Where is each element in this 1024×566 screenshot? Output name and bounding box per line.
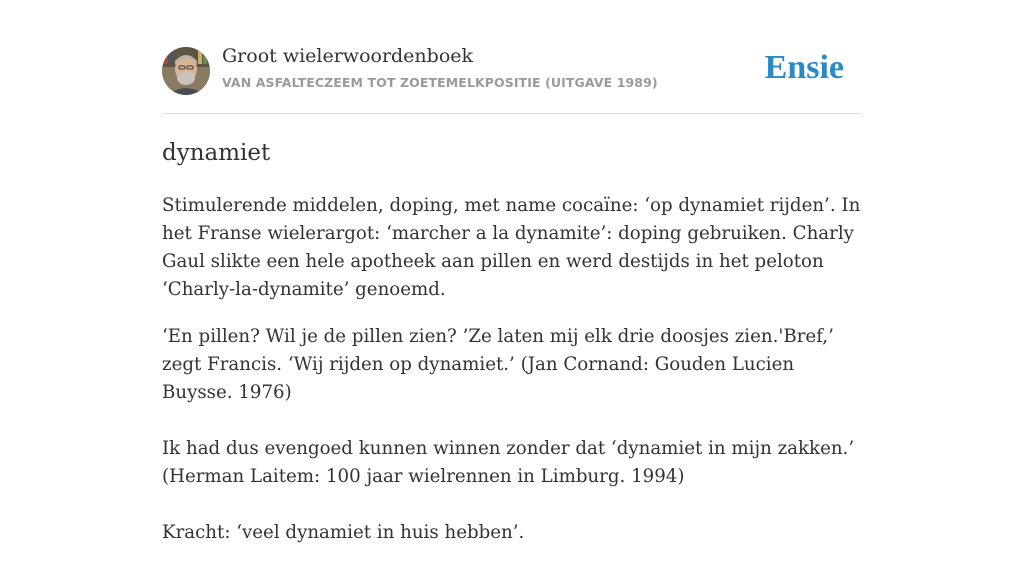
author-portrait-icon [162,47,210,95]
brand-logo-link[interactable]: Ensie [764,49,844,86]
page [162,0,862,566]
header [162,0,862,114]
book-subtitle: VAN ASFALTECZEEM TOT ZOETEMELKPOSITIE (UITGAVE 1989) [222,75,658,90]
entry-definition: Stimulerende middelen, doping, met name cocaïne: ‘op dynamiet rijden’. In het Franse wielerargot: ‘marcher a la dynamite’: doping gebruiken. Charly Gaul slikte een hele apotheek aan pillen en werd destijds in het peloton ‘Charly-la-dynamite’ genoemd. [162,195,861,300]
book-title[interactable]: Groot wielerwoordenboek [222,45,474,67]
entry-term: dynamiet [162,140,271,166]
entry-quotes: ‘En pillen? Wil je de pillen zien? ’Ze laten mij elk drie doosjes zien.'Bref,’ zegt Francis. ‘Wij rijden op dynamiet.’ (Jan Cornand: Gouden Lucien Buysse. 1976) Ik had dus evengoed kunnen winnen zonder dat ‘dynamiet in mijn zakken.’ (Herman Laitem: 100 jaar wielrennen in Limburg. 1994) Kracht: ‘veel dynamiet in huis hebben’. [162,326,855,543]
entry-body [162,192,862,547]
author-avatar[interactable] [162,47,210,95]
